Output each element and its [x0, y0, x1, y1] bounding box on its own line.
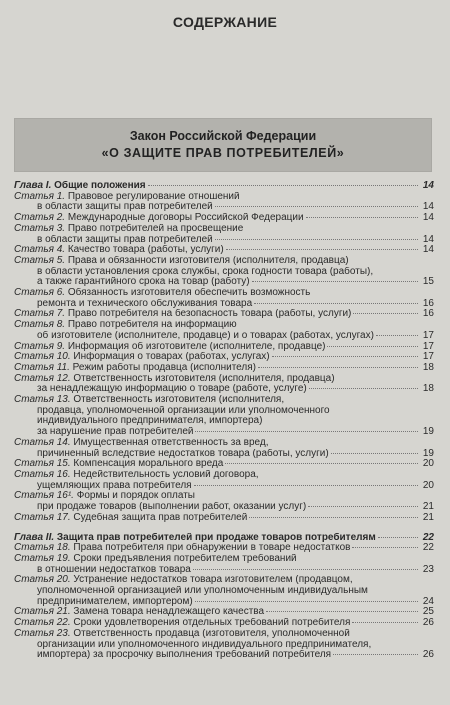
article-number: Статья 13. [14, 395, 71, 406]
page-number: 18 [422, 362, 434, 373]
toc-entry-text [14, 202, 213, 213]
page-number: 22 [422, 543, 434, 554]
toc-entry-text [14, 224, 243, 235]
entry-title: Сроки предъявления потребителем требований [73, 553, 297, 564]
toc-entry-continuation [14, 427, 434, 438]
dot-leader [266, 611, 418, 612]
toc-article-entry [14, 438, 434, 449]
article-number: Статья 14. [14, 437, 71, 448]
toc-chapter-entry [14, 533, 434, 544]
article-number: Статья 1. [14, 191, 66, 202]
dot-leader [215, 206, 418, 207]
toc-article-entry [14, 245, 434, 256]
toc-entry-text [14, 181, 146, 192]
page-number: 22 [422, 532, 434, 543]
toc-entry-text [14, 597, 193, 608]
toc-entry-continuation [14, 331, 434, 342]
toc-entry-text [14, 309, 351, 320]
page-number: 25 [422, 607, 434, 618]
dot-leader [195, 431, 418, 432]
toc-entry-text [14, 481, 192, 492]
dot-leader [376, 335, 418, 336]
dot-leader [258, 367, 418, 368]
toc-entry-text [14, 554, 297, 565]
toc-article-entry [14, 213, 434, 224]
entry-title: при продаже товаров (выполнении работ, оказании услуг) [37, 502, 307, 513]
page-number: 15 [422, 277, 434, 288]
toc-article-entry [14, 309, 434, 320]
toc-entry-text [14, 650, 331, 661]
toc-article-entry [14, 543, 434, 554]
toc-article-entry [14, 320, 434, 331]
article-number: Статья 4. [14, 245, 66, 256]
toc-entry-text [14, 543, 350, 554]
dot-leader [272, 356, 418, 357]
article-number: Статья 20. [14, 575, 71, 586]
toc-entry-text [14, 607, 264, 618]
chapter-number: Глава II. [14, 532, 55, 543]
entry-title: Ответственность изготовителя (исполнителя, продавца) [73, 373, 335, 384]
entry-title: Право потребителей на просвещение [67, 223, 244, 234]
toc-entry-text [14, 363, 256, 374]
entry-title: Сроки удовлетворения отдельных требований потребителя [73, 618, 351, 629]
article-number: Статья 2. [14, 213, 66, 224]
entry-title: индивидуального предпринимателя, импортера) [37, 416, 263, 427]
entry-title: Ответственность изготовителя (исполнителя, [73, 395, 285, 406]
dot-leader [194, 485, 418, 486]
toc-article-entry [14, 459, 434, 470]
entry-title: продавца, уполномоченной организации или уполномоченного [37, 405, 330, 416]
toc-entry-continuation [14, 640, 434, 651]
page-number: 19 [422, 448, 434, 459]
toc-entry-continuation [14, 235, 434, 246]
toc-article-entry [14, 342, 434, 353]
entry-title: Информация об изготовителе (исполнителе, продавце) [67, 341, 326, 352]
entry-title: Права и обязанности изготовителя (исполнителя, продавца) [67, 255, 349, 266]
entry-title: ремонта и технического обслуживания товара [37, 298, 253, 309]
entry-title: Защита прав потребителей при продаже товаров потребителям [56, 532, 376, 543]
toc-entry-continuation [14, 277, 434, 288]
toc-chapter-entry [14, 181, 434, 192]
toc-article-entry [14, 513, 434, 524]
page-number: 20 [422, 459, 434, 470]
toc-article-entry [14, 374, 434, 385]
entry-title: Обязанность изготовителя обеспечить возможность [67, 288, 311, 299]
toc-entry-continuation [14, 650, 434, 661]
entry-title: за нарушение прав потребителей [37, 427, 194, 438]
page-number: 26 [422, 618, 434, 629]
toc-entry-text [14, 416, 262, 427]
toc-entry-text [14, 352, 270, 363]
dot-leader [195, 601, 418, 602]
toc-entry-continuation [14, 202, 434, 213]
page-number: 19 [422, 427, 434, 438]
toc-article-entry [14, 256, 434, 267]
toc-entry-text [14, 586, 368, 597]
entry-title: Ответственность продавца (изготовителя, уполномоченной [73, 628, 350, 639]
dot-leader [226, 249, 418, 250]
toc-entry-text [14, 277, 250, 288]
toc-entry-text [14, 513, 247, 524]
toc-entry-continuation [14, 384, 434, 395]
entry-title: в области защиты прав потребителей [37, 202, 213, 213]
entry-title: импортера) за просрочку выполнения требований потребителя [37, 650, 332, 661]
page-number: 16 [422, 309, 434, 320]
entry-title: а также гарантийного срока на товар (работу) [37, 277, 250, 288]
toc-article-entry [14, 288, 434, 299]
article-number: Статья 16¹. [14, 491, 74, 502]
toc-article-entry [14, 607, 434, 618]
toc-entry-continuation [14, 406, 434, 417]
dot-leader [327, 346, 418, 347]
dot-leader [252, 281, 418, 282]
toc-entry-text [14, 491, 195, 502]
toc-article-entry [14, 192, 434, 203]
toc-entry-text [14, 192, 240, 203]
article-number: Статья 17. [14, 512, 71, 523]
page-number: 21 [422, 512, 434, 523]
toc-entry-continuation [14, 267, 434, 278]
toc-entry-text [14, 640, 371, 651]
page-number: 14 [422, 213, 434, 224]
entry-title: Права потребителя при обнаружении в товаре недостатков [73, 543, 351, 554]
entry-title: Право потребителя на информацию [67, 320, 237, 331]
article-number: Статья 23. [14, 628, 71, 639]
article-number: Статья 15. [14, 459, 71, 470]
toc-entry-text [14, 575, 353, 586]
dot-leader [254, 303, 418, 304]
toc-entry-text [14, 438, 269, 449]
toc-entry-continuation [14, 299, 434, 310]
toc-entry-text [14, 331, 374, 342]
entry-title: за ненадлежащую информацию о товаре (работе, услуге) [37, 384, 307, 395]
page-number: 14 [422, 202, 434, 213]
page-number: 24 [422, 596, 434, 607]
dot-leader [225, 463, 418, 464]
toc-entry-text [14, 374, 335, 385]
entry-title: Формы и порядок оплаты [76, 491, 195, 502]
toc-entry-text [14, 427, 193, 438]
page-number: 23 [422, 564, 434, 575]
toc-entry-text [14, 618, 350, 629]
toc-entry-text [14, 629, 350, 640]
table-of-contents [14, 181, 434, 661]
article-number: Статья 10. [14, 352, 71, 363]
entry-title: ущемляющих права потребителя [37, 480, 192, 491]
entry-title: Компенсация морального вреда [73, 459, 224, 470]
dot-leader [333, 654, 418, 655]
entry-title: Устранение недостатков товара изготовителем (продавцом, [73, 575, 353, 586]
article-number: Статья 11. [14, 362, 70, 373]
toc-entry-continuation [14, 481, 434, 492]
dot-leader [309, 388, 418, 389]
toc-article-entry [14, 618, 434, 629]
toc-entry-text [14, 395, 284, 406]
toc-entry-continuation [14, 597, 434, 608]
toc-entry-continuation [14, 502, 434, 513]
toc-entry-text [14, 470, 259, 481]
entry-title: Международные договоры Российской Федерации [67, 213, 304, 224]
toc-entry-text [14, 459, 223, 470]
toc-article-entry [14, 224, 434, 235]
page-number: 20 [422, 480, 434, 491]
toc-entry-continuation [14, 565, 434, 576]
toc-entry-continuation [14, 449, 434, 460]
entry-title: в области защиты прав потребителей [37, 234, 213, 245]
entry-title: Информация о товарах (работах, услугах) [73, 352, 270, 363]
toc-entry-text [14, 299, 252, 310]
dot-leader [308, 506, 418, 507]
page-title: СОДЕРЖАНИЕ [172, 14, 278, 30]
law-title-line2: «О ЗАЩИТЕ ПРАВ ПОТРЕБИТЕЛЕЙ» [101, 146, 345, 160]
toc-entry-text [14, 406, 330, 417]
entry-title: Имущественная ответственность за вред, [73, 437, 269, 448]
page-number: 21 [422, 502, 434, 513]
page-number: 18 [422, 384, 434, 395]
page-number: 14 [422, 245, 434, 256]
dot-leader [352, 547, 418, 548]
article-number: Статья 18. [14, 543, 71, 554]
toc-article-entry [14, 352, 434, 363]
page-number: 17 [422, 352, 434, 363]
entry-title: об изготовителе (исполнителе, продавце) и о товарах (работах, услугах) [37, 330, 374, 341]
toc-entry-text [14, 533, 376, 544]
entry-title: в отношении недостатков товара [37, 564, 191, 575]
toc-article-entry [14, 470, 434, 481]
dot-leader [215, 239, 418, 240]
toc-entry-text [14, 342, 325, 353]
dot-leader [352, 622, 418, 623]
toc-article-entry [14, 629, 434, 640]
article-number: Статья 8. [14, 320, 66, 331]
toc-entry-continuation [14, 586, 434, 597]
section-gap [14, 524, 434, 533]
toc-entry-text [14, 267, 373, 278]
dot-leader [378, 537, 418, 538]
entry-title: в области установления срока службы, срока годности товара (работы), [37, 266, 374, 277]
toc-article-entry [14, 491, 434, 502]
dot-leader [249, 517, 418, 518]
article-number: Статья 16. [14, 469, 71, 480]
article-number: Статья 7. [14, 309, 66, 320]
page-number: 14 [422, 234, 434, 245]
page-number: 17 [422, 330, 434, 341]
entry-title: организации или уполномоченного индивидуального предпринимателя, [37, 639, 372, 650]
entry-title: Судебная защита прав потребителей [73, 512, 248, 523]
entry-title: Качество товара (работы, услуги) [67, 245, 224, 256]
dot-leader [353, 313, 418, 314]
toc-entry-text [14, 449, 329, 460]
page-number: 26 [422, 650, 434, 661]
article-number: Статья 19. [14, 553, 71, 564]
entry-title: Режим работы продавца (исполнителя) [72, 362, 256, 373]
entry-title: Общие положения [54, 181, 146, 191]
dot-leader [193, 569, 418, 570]
entry-title: Замена товара ненадлежащего качества [73, 607, 265, 618]
toc-entry-text [14, 320, 237, 331]
toc-article-entry [14, 395, 434, 406]
dot-leader [306, 217, 418, 218]
toc-article-entry [14, 575, 434, 586]
article-number: Статья 9. [14, 341, 66, 352]
entry-title: причиненный вследствие недостатков товара (работы, услуги) [37, 448, 329, 459]
entry-title: предпринимателем, импортером) [37, 596, 193, 607]
toc-article-entry [14, 363, 434, 374]
entry-title: уполномоченной организацией или уполномоченным индивидуальным [37, 586, 368, 597]
toc-entry-text [14, 235, 213, 246]
entry-title: Недействительность условий договора, [73, 469, 259, 480]
toc-entry-text [14, 384, 307, 395]
toc-entry-text [14, 245, 224, 256]
toc-entry-continuation [14, 416, 434, 427]
dot-leader [148, 185, 418, 186]
article-number: Статья 5. [14, 255, 66, 266]
dot-leader [331, 453, 418, 454]
toc-entry-text [14, 213, 304, 224]
toc-entry-text [14, 565, 191, 576]
page-number: 17 [422, 341, 434, 352]
law-title-banner [14, 118, 432, 172]
page-number: 14 [422, 181, 434, 191]
toc-article-entry [14, 554, 434, 565]
article-number: Статья 12. [14, 373, 71, 384]
chapter-number: Глава I. [14, 181, 52, 191]
toc-entry-text [14, 502, 306, 513]
article-number: Статья 22. [14, 618, 71, 629]
article-number: Статья 6. [14, 288, 66, 299]
page-number: 16 [422, 298, 434, 309]
law-title-line1: Закон Российской Федерации [129, 129, 317, 143]
toc-entry-text [14, 288, 310, 299]
article-number: Статья 21. [14, 607, 71, 618]
toc-entry-text [14, 256, 349, 267]
entry-title: Правовое регулирование отношений [67, 191, 240, 202]
entry-title: Право потребителя на безопасность товара (работы, услуги) [67, 309, 352, 320]
article-number: Статья 3. [14, 223, 66, 234]
